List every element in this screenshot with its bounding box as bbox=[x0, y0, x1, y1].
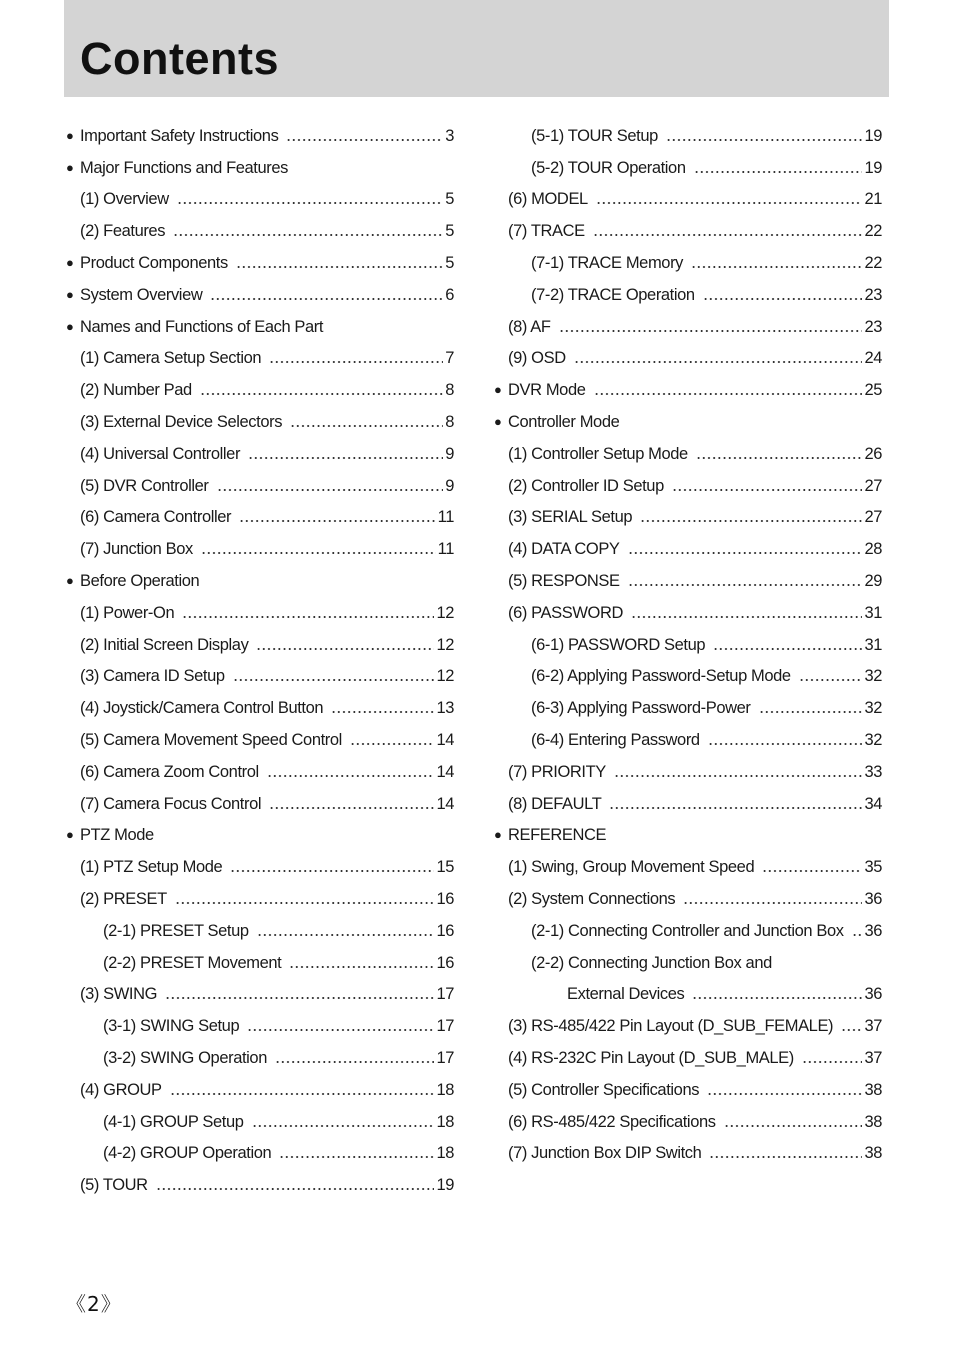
dot-leader bbox=[269, 361, 443, 363]
toc-entry-page: 22 bbox=[864, 254, 882, 273]
dot-leader bbox=[802, 1061, 863, 1063]
toc-entry-page: 34 bbox=[864, 794, 882, 813]
dot-leader bbox=[239, 520, 436, 522]
toc-entry[interactable] bbox=[494, 788, 882, 820]
toc-entry[interactable] bbox=[66, 215, 454, 247]
toc-entry-page: 31 bbox=[864, 603, 882, 622]
toc-entry-title: (6-3) Applying Password-Power bbox=[531, 699, 751, 718]
toc-entry-title: (7) Junction Box DIP Switch bbox=[508, 1144, 702, 1163]
toc-entry[interactable] bbox=[66, 311, 454, 343]
toc-entry-title: External Devices bbox=[567, 985, 685, 1004]
toc-entry-page: 33 bbox=[864, 762, 882, 781]
dot-leader bbox=[841, 1029, 862, 1031]
dot-leader bbox=[201, 552, 436, 554]
dot-leader bbox=[640, 520, 862, 522]
dot-leader bbox=[217, 489, 444, 491]
toc-entry[interactable] bbox=[494, 724, 882, 756]
toc-entry-title: (1) Power-On bbox=[80, 603, 175, 622]
toc-entry-title: (6-2) Applying Password-Setup Mode bbox=[531, 667, 791, 686]
toc-entry[interactable] bbox=[494, 597, 882, 629]
toc-entry-title: Names and Functions of Each Part bbox=[80, 317, 324, 336]
toc-entry[interactable] bbox=[494, 692, 882, 724]
toc-entry-page: 17 bbox=[436, 1017, 454, 1036]
toc-entry-title: (2) Number Pad bbox=[80, 381, 192, 400]
toc-entry[interactable] bbox=[494, 279, 882, 311]
toc-entry[interactable] bbox=[494, 470, 882, 502]
toc-entry-title: (5-1) TOUR Setup bbox=[531, 126, 658, 145]
toc-entry[interactable] bbox=[494, 406, 882, 438]
dot-leader bbox=[559, 330, 863, 332]
toc-entry[interactable] bbox=[494, 438, 882, 470]
bullet-icon: ● bbox=[66, 286, 74, 302]
contents-header-band bbox=[64, 0, 889, 97]
toc-entry-title: (2-2) PRESET Movement bbox=[103, 953, 282, 972]
dot-leader bbox=[252, 1125, 435, 1127]
toc-entry[interactable] bbox=[66, 947, 454, 979]
dot-leader bbox=[177, 202, 444, 204]
toc-entry-page: 12 bbox=[436, 667, 454, 686]
toc-entry-title: (5) TOUR bbox=[80, 1176, 148, 1195]
toc-entry[interactable] bbox=[66, 184, 454, 216]
bullet-icon: ● bbox=[494, 382, 502, 398]
toc-entry-page: 38 bbox=[864, 1112, 882, 1131]
toc-entry[interactable] bbox=[494, 1074, 882, 1106]
toc-entry-page: 8 bbox=[445, 413, 454, 432]
bullet-icon: ● bbox=[66, 255, 74, 271]
toc-entry-page: 11 bbox=[437, 508, 454, 527]
toc-entry-page: 14 bbox=[436, 794, 454, 813]
toc-entry-page: 16 bbox=[436, 921, 454, 940]
dot-leader bbox=[691, 266, 862, 268]
toc-entry-page: 22 bbox=[864, 222, 882, 241]
toc-entry[interactable] bbox=[66, 820, 454, 852]
toc-entry-page: 3 bbox=[445, 126, 454, 145]
toc-entry-page: 19 bbox=[864, 158, 882, 177]
dot-leader bbox=[279, 1156, 434, 1158]
toc-entry[interactable] bbox=[66, 438, 454, 470]
toc-entry-page: 36 bbox=[864, 890, 882, 909]
toc-entry-title: (4) DATA COPY bbox=[508, 540, 620, 559]
dot-leader bbox=[692, 997, 862, 999]
toc-entry-title: (3) SWING bbox=[80, 985, 158, 1004]
toc-entry-title: (1) PTZ Setup Mode bbox=[80, 858, 223, 877]
dot-leader bbox=[170, 1093, 435, 1095]
toc-entry[interactable] bbox=[494, 947, 882, 979]
dot-leader bbox=[256, 648, 434, 650]
dot-leader bbox=[574, 361, 863, 363]
toc-entry-title: (5) Controller Specifications bbox=[508, 1080, 700, 1099]
toc-entry-page: 7 bbox=[445, 349, 454, 368]
toc-entry-page: 32 bbox=[864, 731, 882, 750]
dot-leader bbox=[267, 775, 435, 777]
toc-entry-title: (3-2) SWING Operation bbox=[103, 1049, 267, 1067]
toc-entry-title: (5) RESPONSE bbox=[508, 572, 620, 591]
toc-entry[interactable] bbox=[66, 661, 454, 693]
toc-entry-page: 27 bbox=[864, 476, 882, 495]
bullet-icon: ● bbox=[494, 414, 502, 430]
dot-leader bbox=[275, 1061, 434, 1063]
toc-entry[interactable] bbox=[494, 502, 882, 534]
toc-entry[interactable] bbox=[494, 215, 882, 247]
toc-entry[interactable] bbox=[494, 343, 882, 375]
toc-entry[interactable] bbox=[66, 724, 454, 756]
dot-leader bbox=[628, 552, 863, 554]
toc-entry-page: 8 bbox=[445, 381, 454, 400]
page-title: Contents bbox=[80, 33, 279, 84]
toc-entry-title: (4-1) GROUP Setup bbox=[103, 1112, 244, 1131]
toc-entry-title: (4) GROUP bbox=[80, 1080, 162, 1099]
dot-leader bbox=[350, 743, 435, 745]
dot-leader bbox=[614, 775, 863, 777]
toc-entry-title: (3) Camera ID Setup bbox=[80, 667, 225, 686]
toc-entry[interactable] bbox=[494, 979, 882, 1011]
toc-entry-title: (6) PASSWORD bbox=[508, 603, 623, 622]
toc-entry-title: (7) Junction Box bbox=[80, 540, 193, 559]
toc-entry-title: (8) DEFAULT bbox=[508, 794, 602, 813]
toc-entry[interactable] bbox=[66, 374, 454, 406]
toc-entry-page: 24 bbox=[864, 349, 882, 368]
toc-entry-page: 23 bbox=[864, 317, 882, 336]
toc-entry-page: 27 bbox=[864, 508, 882, 527]
toc-entry[interactable] bbox=[66, 883, 454, 915]
toc-entry-page: 38 bbox=[864, 1080, 882, 1099]
toc-entry[interactable] bbox=[494, 1138, 882, 1170]
toc-entry-title: (1) Camera Setup Section bbox=[80, 349, 262, 368]
toc-entry-page: 12 bbox=[436, 635, 454, 654]
dot-leader bbox=[257, 934, 435, 936]
bullet-icon: ● bbox=[66, 318, 74, 334]
dot-leader bbox=[248, 457, 443, 459]
toc-entry[interactable] bbox=[66, 152, 454, 184]
toc-entry[interactable] bbox=[494, 1010, 882, 1042]
toc-entry-page: 19 bbox=[436, 1176, 454, 1195]
toc-entry-page: 36 bbox=[864, 921, 882, 940]
toc-entry-title: (5) Camera Movement Speed Control bbox=[80, 731, 342, 750]
dot-leader bbox=[713, 648, 862, 650]
toc-entry[interactable] bbox=[66, 851, 454, 883]
toc-entry-page: 17 bbox=[436, 985, 454, 1004]
dot-leader bbox=[703, 298, 863, 300]
toc-left-column bbox=[66, 120, 454, 1201]
toc-entry-title: (4) RS-232C Pin Layout (D_SUB_MALE) bbox=[508, 1049, 794, 1067]
toc-entry[interactable] bbox=[494, 661, 882, 693]
toc-entry-title: (2) PRESET bbox=[80, 890, 167, 909]
toc-entry-page: 21 bbox=[864, 190, 882, 209]
toc-entry[interactable] bbox=[494, 851, 882, 883]
toc-entry-page: 16 bbox=[436, 953, 454, 972]
toc-entry[interactable] bbox=[494, 565, 882, 597]
dot-leader bbox=[247, 1029, 434, 1031]
toc-entry-page: 13 bbox=[436, 699, 454, 718]
toc-entry-title: REFERENCE bbox=[508, 826, 607, 845]
toc-entry-title: (6) Camera Zoom Control bbox=[80, 762, 259, 781]
toc-entry[interactable] bbox=[494, 1106, 882, 1138]
toc-entry-page: 5 bbox=[445, 190, 454, 209]
dot-leader bbox=[708, 743, 863, 745]
toc-entry[interactable] bbox=[494, 184, 882, 216]
toc-entry[interactable] bbox=[66, 1169, 454, 1201]
toc-entry-title: (6) Camera Controller bbox=[80, 508, 232, 527]
dot-leader bbox=[182, 616, 434, 618]
toc-entry-page: 5 bbox=[445, 254, 454, 273]
dot-leader bbox=[175, 902, 435, 904]
toc-entry-title: (7) TRACE bbox=[508, 222, 585, 241]
dot-leader bbox=[672, 489, 863, 491]
toc-entry[interactable] bbox=[66, 629, 454, 661]
toc-entry-page: 14 bbox=[436, 731, 454, 750]
toc-entry-title: (1) Swing, Group Movement Speed bbox=[508, 858, 755, 877]
toc-entry[interactable] bbox=[494, 120, 882, 152]
toc-entry[interactable] bbox=[66, 756, 454, 788]
toc-entry-title: (2-2) Connecting Junction Box and bbox=[531, 953, 772, 972]
toc-entry-title: Product Components bbox=[80, 254, 228, 273]
toc-entry-title: Major Functions and Features bbox=[80, 158, 288, 177]
toc-entry-page: 28 bbox=[864, 540, 882, 559]
toc-entry-title: (7) Camera Focus Control bbox=[80, 794, 262, 813]
toc-entry[interactable] bbox=[66, 502, 454, 534]
bullet-icon: ● bbox=[66, 827, 74, 843]
toc-entry-page: 17 bbox=[436, 1049, 454, 1067]
toc-entry[interactable] bbox=[66, 533, 454, 565]
dot-leader bbox=[666, 139, 863, 141]
toc-entry[interactable] bbox=[66, 1138, 454, 1170]
dot-leader bbox=[683, 902, 862, 904]
dot-leader bbox=[236, 266, 443, 268]
bullet-icon: ● bbox=[66, 159, 74, 175]
toc-entry-page: 18 bbox=[436, 1144, 454, 1163]
toc-entry-title: (3-1) SWING Setup bbox=[103, 1017, 240, 1036]
toc-entry-title: (7-2) TRACE Operation bbox=[531, 285, 695, 304]
toc-entry-page: 15 bbox=[436, 858, 454, 877]
toc-entry[interactable] bbox=[494, 820, 882, 852]
toc-entry-title: (9) OSD bbox=[508, 349, 566, 368]
toc-entry[interactable] bbox=[66, 597, 454, 629]
toc-entry-page: 9 bbox=[445, 444, 454, 463]
toc-entry[interactable] bbox=[66, 788, 454, 820]
bullet-icon: ● bbox=[66, 573, 74, 589]
toc-entry-title: (3) RS-485/422 Pin Layout (D_SUB_FEMALE) bbox=[508, 1017, 834, 1036]
toc-entry[interactable] bbox=[494, 374, 882, 406]
toc-entry-page: 29 bbox=[864, 572, 882, 591]
toc-entry[interactable] bbox=[66, 343, 454, 375]
toc-entry-title: (1) Controller Setup Mode bbox=[508, 444, 688, 463]
toc-entry[interactable] bbox=[494, 629, 882, 661]
toc-entry-page: 38 bbox=[864, 1144, 882, 1163]
toc-entry-title: (4) Universal Controller bbox=[80, 444, 241, 463]
dot-leader bbox=[724, 1125, 863, 1127]
toc-entry[interactable] bbox=[494, 152, 882, 184]
toc-entry-title: (4-2) GROUP Operation bbox=[103, 1144, 272, 1163]
toc-entry-page: 16 bbox=[436, 890, 454, 909]
toc-entry-page: 18 bbox=[436, 1112, 454, 1131]
dot-leader bbox=[290, 425, 443, 427]
toc-entry[interactable] bbox=[66, 279, 454, 311]
bullet-icon: ● bbox=[66, 127, 74, 143]
dot-leader bbox=[269, 807, 434, 809]
toc-entry-page: 36 bbox=[864, 985, 882, 1004]
toc-entry-page: 25 bbox=[864, 381, 882, 400]
toc-entry-title: (3) External Device Selectors bbox=[80, 413, 283, 432]
toc-entry-title: (2-1) Connecting Controller and Junction Box bbox=[531, 921, 844, 940]
dot-leader bbox=[593, 234, 863, 236]
toc-entry-page: 14 bbox=[436, 762, 454, 781]
toc-entry-title: (2) Features bbox=[80, 222, 166, 241]
toc-entry[interactable] bbox=[66, 1010, 454, 1042]
toc-entry[interactable] bbox=[494, 1042, 882, 1074]
toc-entry[interactable] bbox=[66, 120, 454, 152]
dot-leader bbox=[200, 393, 443, 395]
dot-leader bbox=[594, 393, 863, 395]
dot-leader bbox=[762, 870, 862, 872]
dot-leader bbox=[165, 997, 434, 999]
toc-entry-page: 5 bbox=[445, 222, 454, 241]
toc-entry-page: 23 bbox=[864, 285, 882, 304]
toc-entry-title: (2) System Connections bbox=[508, 890, 676, 909]
dot-leader bbox=[596, 202, 863, 204]
dot-leader bbox=[331, 711, 434, 713]
dot-leader bbox=[799, 679, 863, 681]
toc-entry-title: (7) PRIORITY bbox=[508, 762, 606, 781]
toc-entry[interactable] bbox=[66, 406, 454, 438]
dot-leader bbox=[173, 234, 443, 236]
toc-entry[interactable] bbox=[494, 883, 882, 915]
toc-entry-title: (8) AF bbox=[508, 317, 551, 336]
dot-leader bbox=[852, 934, 863, 936]
dot-leader bbox=[233, 679, 435, 681]
toc-entry[interactable] bbox=[494, 756, 882, 788]
dot-leader bbox=[210, 298, 443, 300]
toc-right-column bbox=[494, 120, 882, 1169]
dot-leader bbox=[156, 1188, 435, 1190]
toc-entry[interactable] bbox=[66, 692, 454, 724]
toc-entry-page: 26 bbox=[864, 444, 882, 463]
toc-entry[interactable] bbox=[66, 1074, 454, 1106]
toc-entry[interactable] bbox=[66, 979, 454, 1011]
toc-entry-page: 6 bbox=[445, 285, 454, 304]
toc-entry-title: (1) Overview bbox=[80, 190, 169, 209]
toc-entry[interactable] bbox=[494, 311, 882, 343]
toc-entry[interactable] bbox=[66, 565, 454, 597]
dot-leader bbox=[631, 616, 862, 618]
toc-entry-title: (6) MODEL bbox=[508, 190, 588, 209]
toc-entry-page: 32 bbox=[864, 699, 882, 718]
toc-entry[interactable] bbox=[66, 247, 454, 279]
toc-entry-title: DVR Mode bbox=[508, 381, 586, 400]
page-number: 《2》 bbox=[66, 1292, 122, 1316]
toc-entry-title: Controller Mode bbox=[508, 413, 620, 432]
toc-entry[interactable] bbox=[66, 1042, 454, 1074]
toc-entry[interactable] bbox=[494, 915, 882, 947]
bullet-icon: ● bbox=[494, 827, 502, 843]
toc-entry-title: (2) Controller ID Setup bbox=[508, 476, 664, 495]
toc-entry-page: 19 bbox=[864, 126, 882, 145]
toc-entry-title: (5-2) TOUR Operation bbox=[531, 158, 686, 177]
toc-entry-title: (7-1) TRACE Memory bbox=[531, 254, 684, 273]
toc-entry-page: 32 bbox=[864, 667, 882, 686]
dot-leader bbox=[286, 139, 443, 141]
toc-entry-title: (2-1) PRESET Setup bbox=[103, 921, 249, 940]
toc-entry[interactable] bbox=[494, 533, 882, 565]
dot-leader bbox=[709, 1156, 862, 1158]
dot-leader bbox=[609, 807, 862, 809]
toc-entry-page: 11 bbox=[437, 540, 454, 559]
toc-entry-title: PTZ Mode bbox=[80, 826, 154, 845]
toc-entry-title: System Overview bbox=[80, 285, 203, 304]
toc-entry[interactable] bbox=[66, 915, 454, 947]
toc-entry[interactable] bbox=[66, 1106, 454, 1138]
toc-entry-title: (6-1) PASSWORD Setup bbox=[531, 635, 706, 654]
toc-entry-page: 9 bbox=[445, 476, 454, 495]
toc-entry-title: Important Safety Instructions bbox=[80, 126, 279, 145]
toc-entry-title: (3) SERIAL Setup bbox=[508, 508, 633, 527]
toc-entry-title: (5) DVR Controller bbox=[80, 476, 209, 495]
dot-leader bbox=[289, 966, 434, 968]
toc-entry-title: (6) RS-485/422 Specifications bbox=[508, 1112, 716, 1131]
toc-entry-page: 35 bbox=[864, 858, 882, 877]
toc-entry-page: 37 bbox=[864, 1017, 882, 1036]
dot-leader bbox=[628, 584, 863, 586]
dot-leader bbox=[694, 171, 863, 173]
toc-entry-title: Before Operation bbox=[80, 572, 200, 591]
toc-entry[interactable] bbox=[66, 470, 454, 502]
toc-entry-page: 12 bbox=[436, 603, 454, 622]
toc-entry[interactable] bbox=[494, 247, 882, 279]
toc-entry-title: (2) Initial Screen Display bbox=[80, 635, 249, 654]
toc-entry-page: 37 bbox=[864, 1049, 882, 1067]
toc-entry-page: 31 bbox=[864, 635, 882, 654]
dot-leader bbox=[759, 711, 863, 713]
dot-leader bbox=[696, 457, 863, 459]
dot-leader bbox=[707, 1093, 862, 1095]
toc-entry-title: (4) Joystick/Camera Control Button bbox=[80, 699, 324, 718]
toc-entry-title: (6-4) Entering Password bbox=[531, 731, 700, 750]
toc-entry-page: 18 bbox=[436, 1080, 454, 1099]
dot-leader bbox=[230, 870, 434, 872]
